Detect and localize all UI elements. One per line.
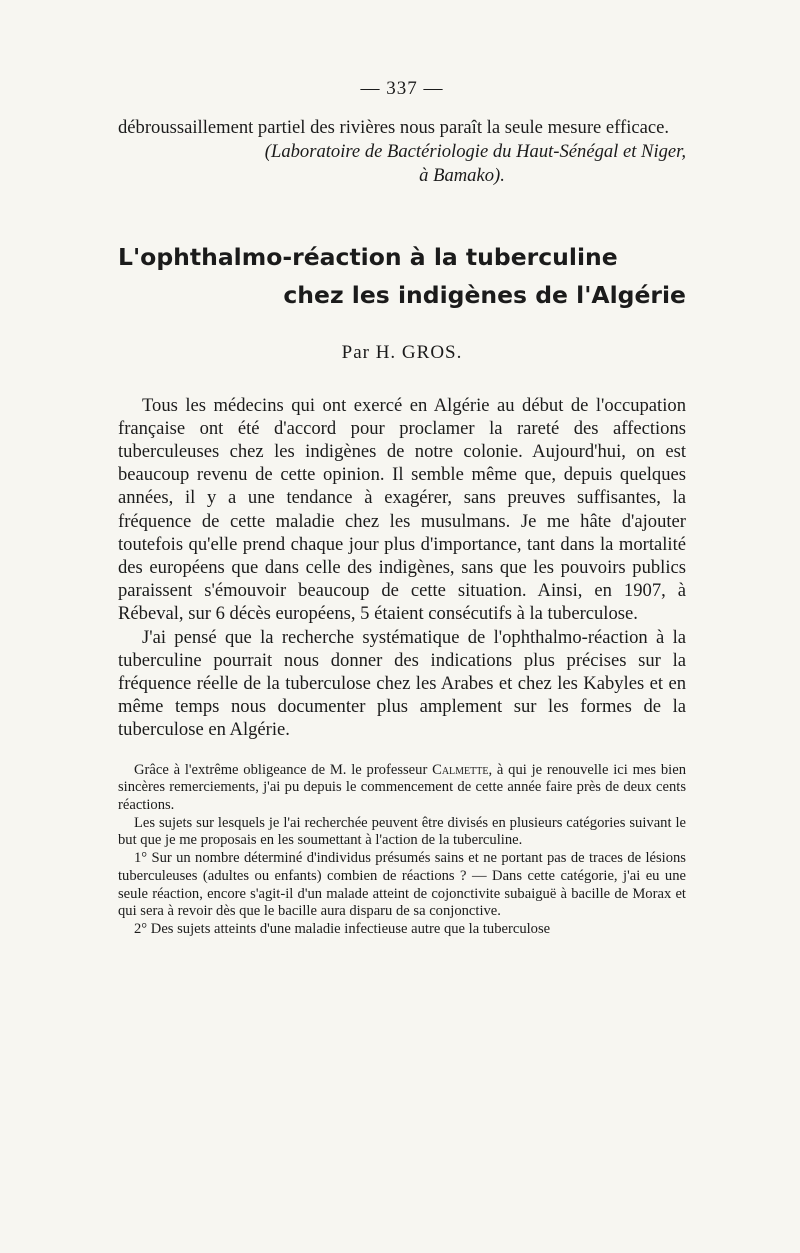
small-print-section <box>118 762 686 939</box>
note-paragraph-4: 2° Des sujets atteints d'une maladie infectieuse autre que la tuberculose <box>134 920 551 937</box>
page <box>118 78 686 939</box>
professor-name: Calmette <box>432 761 489 778</box>
note-paragraph-2: Les sujets sur lesquels je l'ai recherchée peuvent être divisés en plusieurs catégories suivant le but que je me proposais en les soumettant à l'action de la tuberculine. <box>118 814 686 849</box>
author-byline: Par H. GROS. <box>341 341 463 363</box>
paragraph-1: Tous les médecins qui ont exercé en Algérie au début de l'occupation française ont été d'accord pour proclamer la rareté des affections tuberculeuses chez les indigènes de notre colonie. Aujourd'hui, on est beaucoup revenu de cette opinion. Il semble même que, depuis quelques années, il y a une tendance à exagérer, sans preuves suffisantes, la fréquence de cette maladie chez les musulmans. Je me hâte d'ajouter toutefois qu'elle prend chaque jour plus d'importance, tant dans la mortalité des européens que dans celle des indigènes, sans que les pouvoirs publics paraissent s'émouvoir beaucoup de cette situation. Ainsi, en 1907, à Rébeval, sur 6 décès européens, 5 étaient consécutifs à la tuberculose. <box>118 394 686 625</box>
note1-text-b: , à qui je renouvelle ici mes bien sincères remerciements, j'ai pu depuis le commencement de cette année faire près de deux cents réactions. <box>118 761 686 814</box>
note-paragraph-1 <box>118 762 686 815</box>
laboratory-affiliation-line1: (Laboratoire de Bactériologie du Haut-Sénégal et Niger, <box>264 141 686 163</box>
note1-text-a: Grâce à l'extrême obligeance de M. le professeur <box>134 761 433 778</box>
page-number: — 337 — <box>360 78 444 99</box>
article-title-line1: L'ophthalmo-réaction à la tuberculine <box>118 242 618 271</box>
previous-article-ending: débroussaillement partiel des rivières nous paraît la seule mesure efficace. <box>118 117 670 138</box>
article-title <box>118 238 686 314</box>
laboratory-affiliation-line2: à Bamako). <box>419 165 505 187</box>
article-title-line2: chez les indigènes de l'Algérie <box>283 280 686 309</box>
paragraph-2: J'ai pensé que la recherche systématique de l'ophthalmo-réaction à la tuberculine pourrait nous donner des indications plus précises sur la fréquence réelle de la tuberculose chez les Arabes et chez les Kabyles et en même temps nous documenter plus amplement sur les formes de la tuberculose en Algérie. <box>118 626 686 741</box>
note-paragraph-3: 1° Sur un nombre déterminé d'individus présumés sains et ne portant pas de traces de lésions tuberculeuses (adultes ou enfants) combien de réactions ? — Dans cette catégorie, j'ai eu une seule réaction, encore s'agit-il d'un malade atteint de cojonctivite subaiguë à bacille de Morax et qui sera à revoir dès que le bacille aura disparu de sa conjonctive. <box>118 850 686 920</box>
